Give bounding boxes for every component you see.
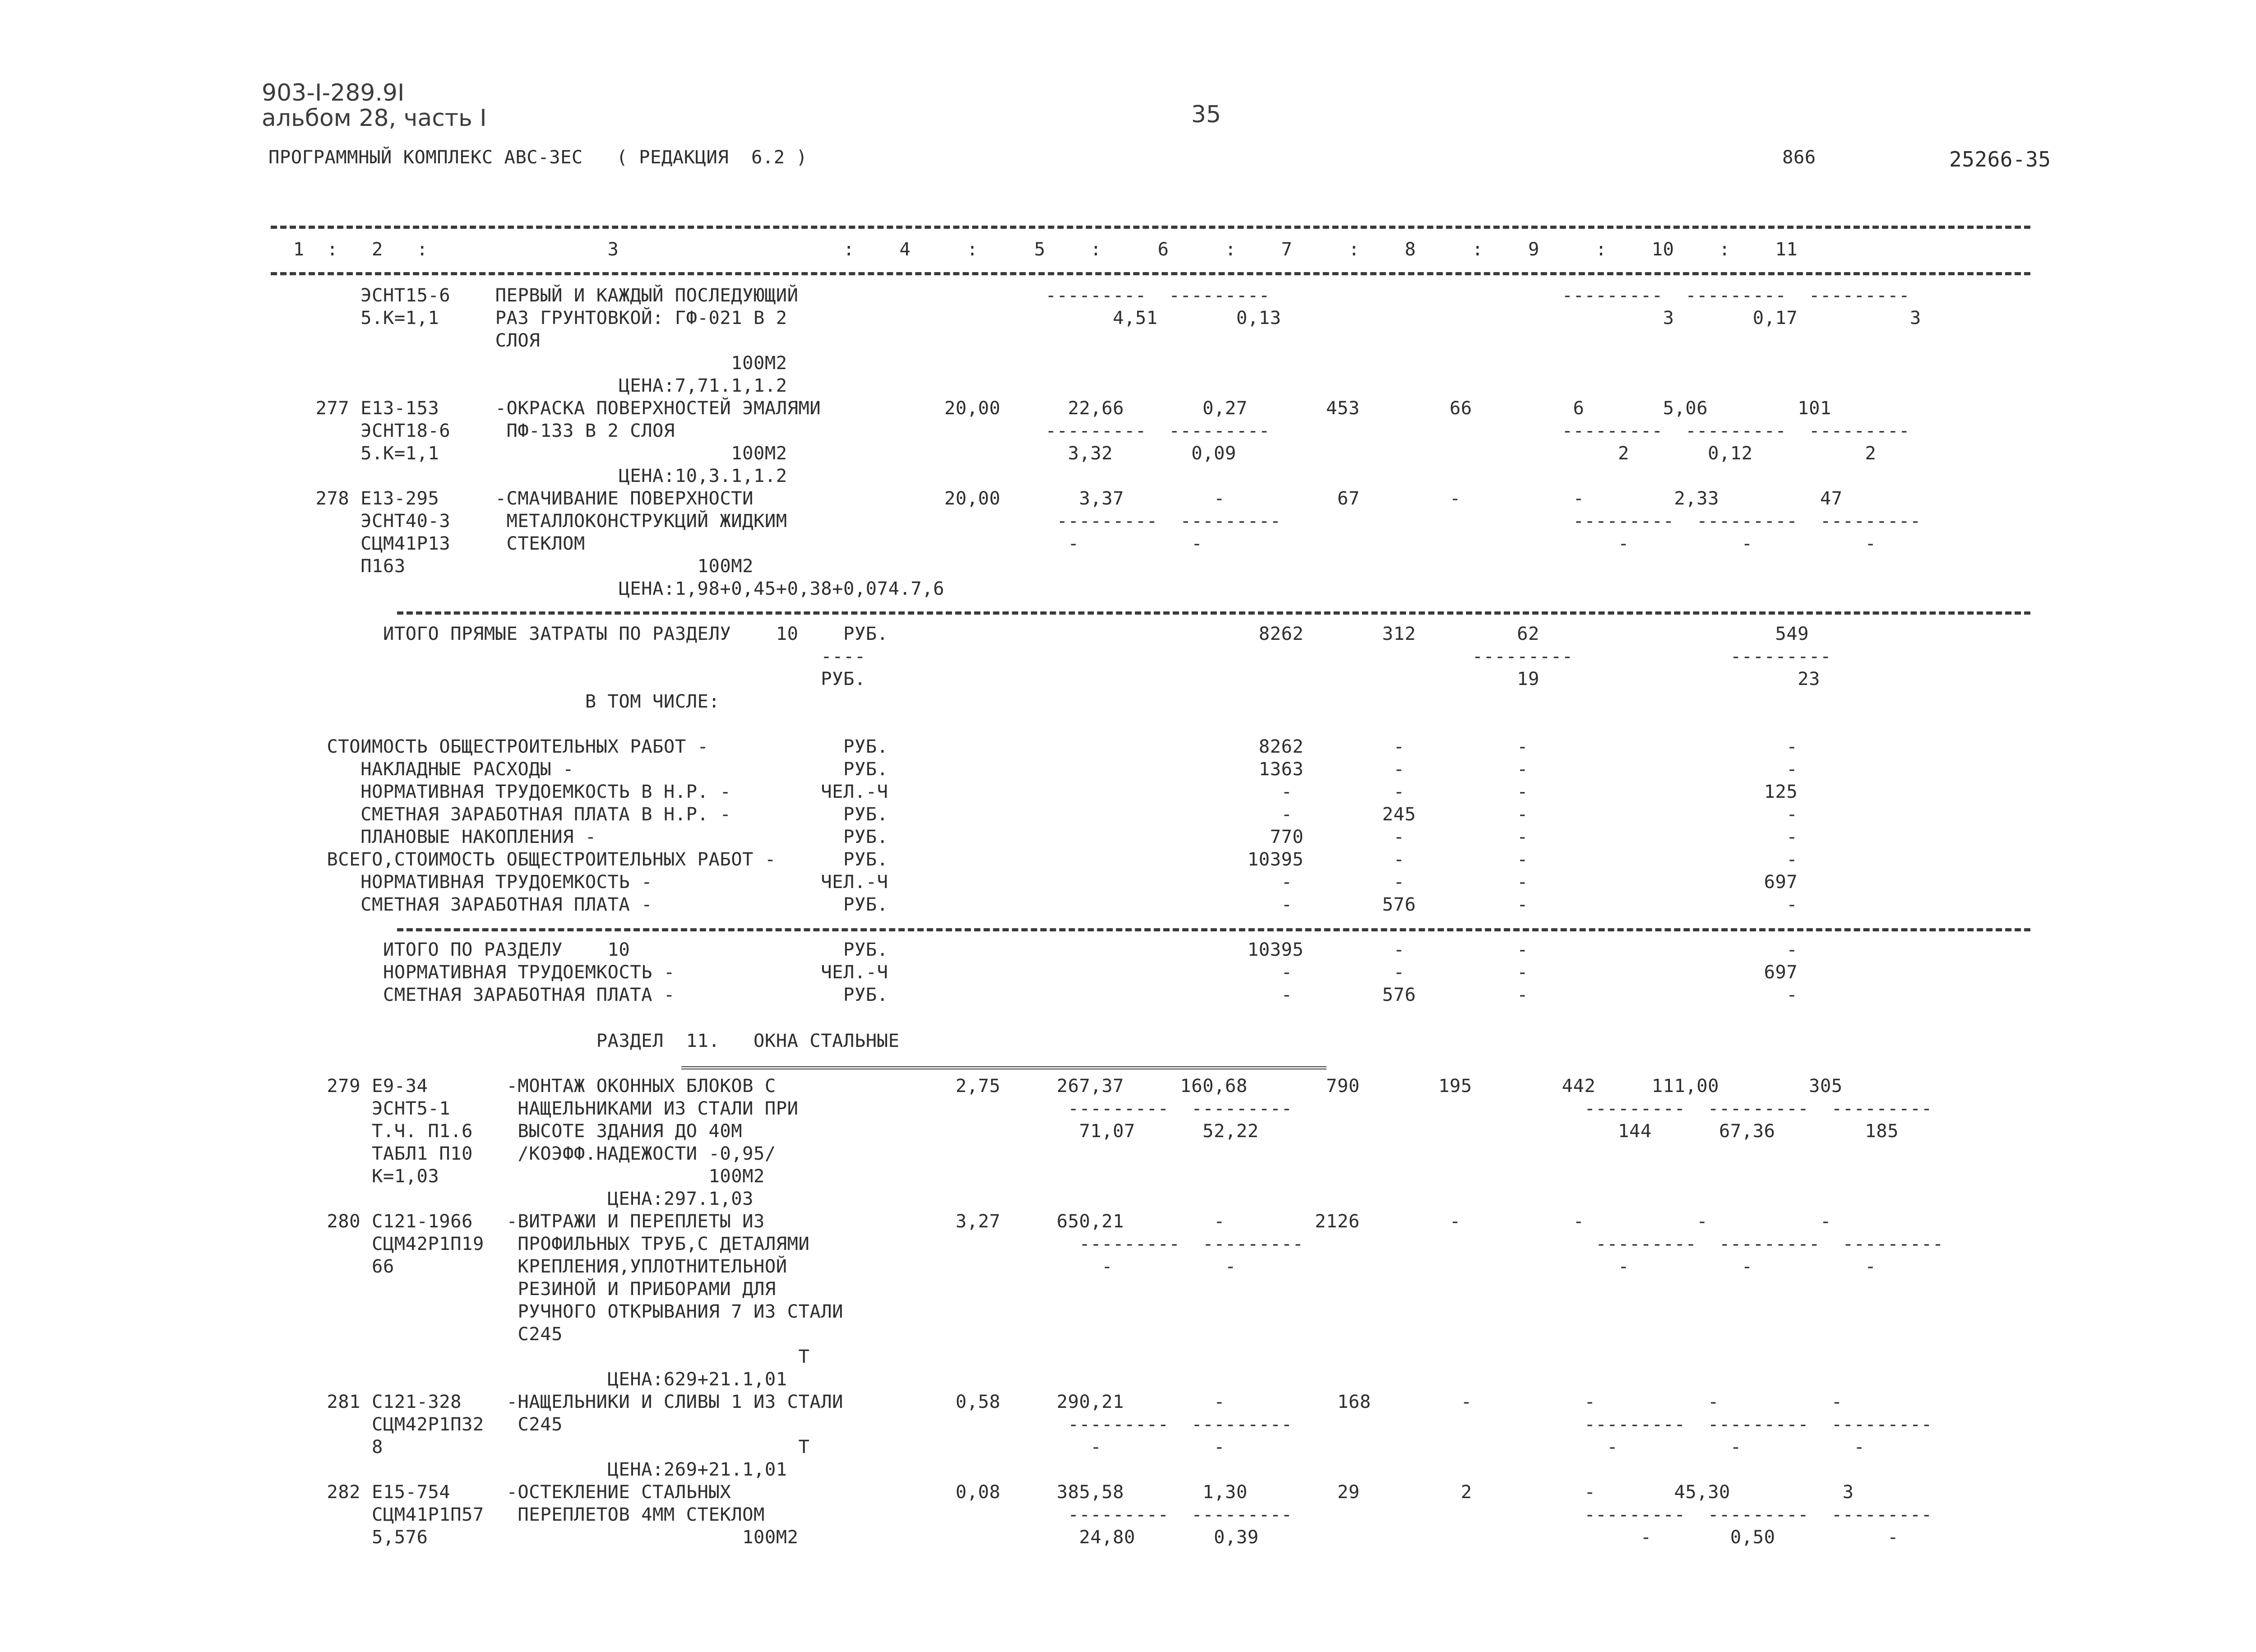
line-total-direct: ИТОГО ПРЯМЫЕ ЗАТРАТЫ ПО РАЗДЕЛУ 10 РУБ. 8262 312 62 549: [271, 623, 1809, 644]
section-total-rule: [397, 611, 2030, 615]
line-k103: К=1,03 100М2: [271, 1165, 765, 1187]
line-price-f: ЦЕНА:269+21.1,01: [271, 1458, 787, 1480]
line-total-cost: ВСЕГО,СТОИМОСТЬ ОБЩЕСТРОИТЕЛЬНЫХ РАБОТ - РУБ. 10395 - - -: [271, 848, 1798, 870]
line-total-dashes: ---- --------- ---------: [271, 645, 1831, 667]
line-manual-opening: РУЧНОГО ОТКРЫВАНИЯ 7 ИЗ СТАЛИ: [271, 1300, 844, 1322]
line-tabl1: ТАБЛ1 П10 /КОЭФФ.НАДЕЖОСТИ -0,95/: [271, 1143, 776, 1164]
line-279: 279 Е9-34 -МОНТАЖ ОКОННЫХ БЛОКОВ С 2,75 267,37 160,68 790 195 442 111,00 305: [271, 1075, 1843, 1097]
line-tch-p1-6: Т.Ч. П1.6 ВЫСОТЕ ЗДАНИЯ ДО 40М 71,07 52,22 144 67,36 185: [271, 1120, 1899, 1142]
sheet-code-1: 866: [1782, 146, 1816, 168]
line-cost-general: СТОИМОСТЬ ОБЩЕСТРОИТЕЛЬНЫХ РАБОТ - РУБ. 8262 - - -: [271, 736, 1798, 757]
document-code: 903-I-289.9I: [262, 79, 405, 106]
line-overhead: НАКЛАДНЫЕ РАСХОДЫ - РУБ. 1363 - - -: [271, 758, 1798, 780]
line-5k11-b: 5.К=1,1 100М2 3,32 0,09 2 0,12 2: [271, 442, 1877, 464]
line-66: 66 КРЕПЛЕНИЯ,УПЛОТНИТЕЛЬНОЙ - - - - -: [271, 1255, 1877, 1277]
line-wages-nr: СМЕТНАЯ ЗАРАБОТНАЯ ПЛАТА В Н.Р. - РУБ. - 245 - -: [271, 803, 1798, 825]
page-number: 35: [1191, 101, 1221, 128]
album-part: альбом 28, часть I: [262, 105, 487, 132]
section-11-heading: РАЗДЕЛ 11. ОКНА СТАЛЬНЫЕ: [271, 1030, 900, 1051]
column-header-rule: [271, 272, 2030, 275]
line-price-a: ЦЕНА:7,71.1,1.2: [271, 375, 787, 396]
program-title: ПРОГРАММНЫЙ КОМПЛЕКС АВС-ЗЕС ( РЕДАКЦИЯ 6.2 ): [268, 146, 808, 168]
line-p163: П163 100М2: [271, 555, 754, 577]
line-esnt5-1: ЭСНТ5-1 НАЩЕЛЬНИКАМИ ИЗ СТАЛИ ПРИ --------- --------- --------- --------- ---------: [271, 1097, 1932, 1119]
line-280: 280 С121-1966 -ВИТРАЖИ И ПЕРЕПЛЕТЫ ИЗ 3,27 650,21 - 2126 - - - -: [271, 1210, 1831, 1232]
line-esnt18-6: ЭСНТ18-6 ПФ-133 В 2 СЛОЯ --------- --------- --------- --------- ---------: [271, 420, 1910, 441]
line-price-b: ЦЕНА:10,3.1,1.2: [271, 465, 787, 486]
line-281: 281 С121-328 -НАЩЕЛЬНИКИ И СЛИВЫ 1 ИЗ СТАЛИ 0,58 290,21 - 168 - - - -: [271, 1391, 1843, 1412]
line-scm41r1p57: СЦМ41Р1П57 ПЕРЕПЛЕТОВ 4ММ СТЕКЛОМ --------- --------- --------- --------- ---------: [271, 1504, 1932, 1525]
sheet-code-2: 25266-35: [1949, 147, 2051, 171]
line-c245-a: С245: [271, 1323, 563, 1345]
line-8: 8 Т - - - - -: [271, 1436, 1865, 1458]
column-header-row: 1 : 2 : 3 : 4 : 5 : 6 : 7 : 8 : 9 : 10 : 11: [271, 238, 1798, 260]
line-section-total: ИТОГО ПО РАЗДЕЛУ 10 РУБ. 10395 - - -: [271, 939, 1798, 960]
line-unit-t-a: Т: [271, 1346, 810, 1367]
line-scm41r13: СЦМ41Р13 СТЕКЛОМ - - - - -: [271, 532, 1877, 554]
line-including: В ТОМ ЧИСЛЕ:: [271, 690, 720, 712]
line-278: 278 Е13-295 -СМАЧИВАНИЕ ПОВЕРХНОСТИ 20,00 3,37 - 67 - - 2,33 47: [271, 487, 1843, 509]
table-top-rule: [271, 226, 2030, 229]
line-scm42r1p19: СЦМ42Р1П19 ПРОФИЛЬНЫХ ТРУБ,С ДЕТАЛЯМИ --------- --------- --------- --------- ---------: [271, 1233, 1944, 1254]
line-section-wages: СМЕТНАЯ ЗАРАБОТНАЯ ПЛАТА - РУБ. - 576 - -: [271, 984, 1798, 1005]
line-277: 277 Е13-153 -ОКРАСКА ПОВЕРХНОСТЕЙ ЭМАЛЯМИ 20,00 22,66 0,27 453 66 6 5,06 101: [271, 397, 1831, 419]
line-sloya: СЛОЯ: [271, 329, 541, 351]
section-summary-rule: [397, 928, 2030, 931]
line-5576: 5,576 100М2 24,80 0,39 - 0,50 -: [271, 1526, 1899, 1548]
line-rubber: РЕЗИНОЙ И ПРИБОРАМИ ДЛЯ: [271, 1278, 776, 1300]
line-price-e: ЦЕНА:629+21.1,01: [271, 1368, 787, 1390]
line-price-c: ЦЕНА:1,98+0,45+0,38+0,074.7,6: [271, 578, 944, 599]
line-section-labor: НОРМАТИВНАЯ ТРУДОЕМКОСТЬ - ЧЕЛ.-Ч - - - 697: [271, 961, 1798, 983]
line-282: 282 Е15-754 -ОСТЕКЛЕНИЕ СТАЛЬНЫХ 0,08 385,58 1,30 29 2 - 45,30 3: [271, 1481, 1854, 1503]
line-scm42r1p32: СЦМ42Р1П32 С245 --------- --------- --------- --------- ---------: [271, 1413, 1932, 1435]
line-100m2-a: 100М2: [271, 352, 787, 374]
section-heading-underline: [681, 1066, 1327, 1072]
line-esnt15-6: ЭСНТ15-6 ПЕРВЫЙ И КАЖДЫЙ ПОСЛЕДУЮЩИЙ --------- --------- --------- --------- ---------: [271, 284, 1910, 306]
line-wages: СМЕТНАЯ ЗАРАБОТНАЯ ПЛАТА - РУБ. - 576 - -: [271, 893, 1798, 915]
line-5k11-a: 5.К=1,1 РАЗ ГРУНТОВКОЙ: ГФ-021 В 2 4,51 0,13 3 0,17 3: [271, 307, 1921, 329]
line-planned-savings: ПЛАНОВЫЕ НАКОПЛЕНИЯ - РУБ. 770 - - -: [271, 826, 1798, 847]
line-esnt40-3: ЭСНТ40-3 МЕТАЛЛОКОНСТРУКЦИЙ ЖИДКИМ --------- --------- --------- --------- ---------: [271, 510, 1921, 532]
line-total-rub: РУБ. 19 23: [271, 668, 1820, 689]
line-labor-nr: НОРМАТИВНАЯ ТРУДОЕМКОСТЬ В Н.Р. - ЧЕЛ.-Ч - - - 125: [271, 781, 1798, 802]
line-labor: НОРМАТИВНАЯ ТРУДОЕМКОСТЬ - ЧЕЛ.-Ч - - - 697: [271, 871, 1798, 893]
line-price-d: ЦЕНА:297.1,03: [271, 1188, 754, 1209]
